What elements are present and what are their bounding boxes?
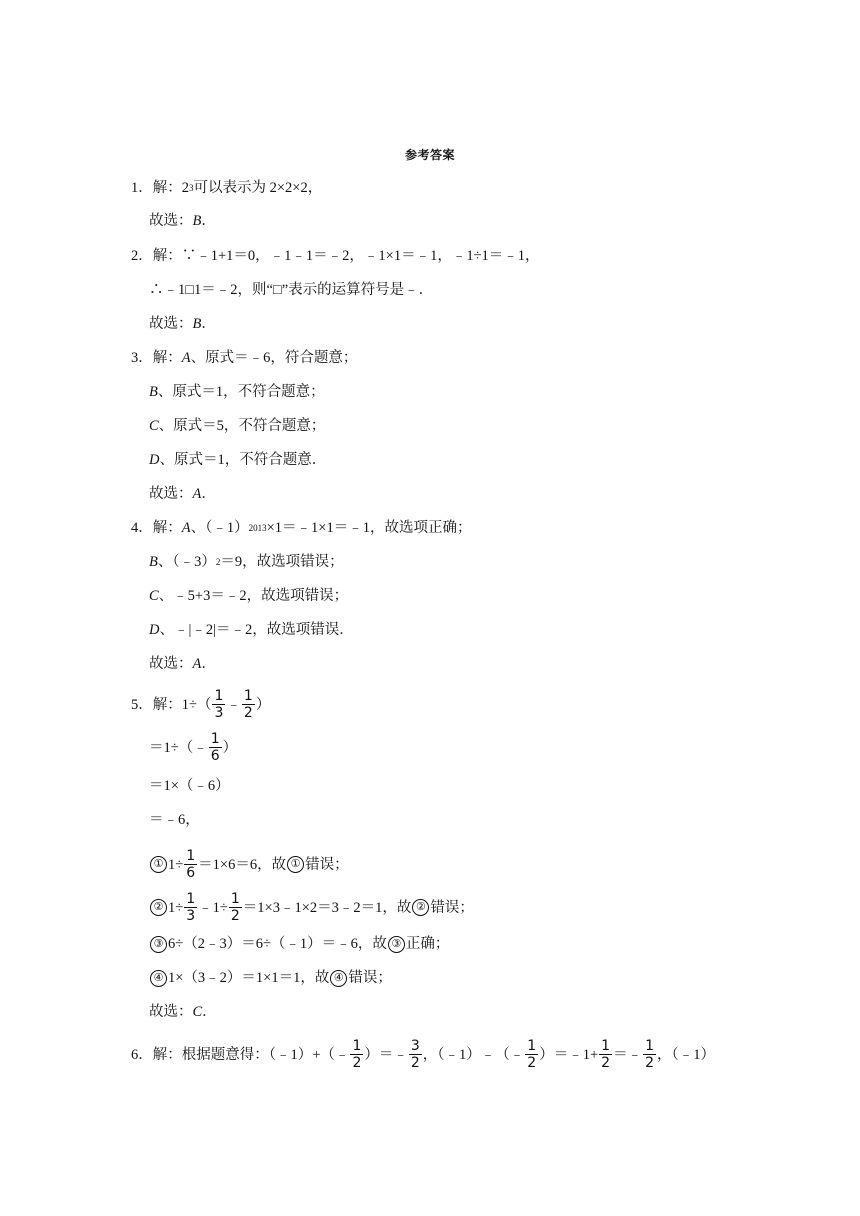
fraction-one-third [184, 891, 197, 924]
fraction-one-third [212, 688, 225, 721]
fraction-one-half [229, 891, 242, 924]
q3-text-d: 、原式＝1，不符合题意． [159, 452, 327, 468]
frac-num: 1 [186, 848, 196, 864]
q4-sel-pre: 故选： [149, 656, 193, 672]
q3-opt-a: A [181, 350, 191, 366]
circled-three: ③ [150, 936, 167, 953]
q5-line-4 [149, 810, 200, 830]
q3-sel-post: ． [201, 486, 216, 502]
q5-text-1c: ） [255, 696, 271, 713]
frac-den: 2 [527, 1055, 537, 1071]
q5-s4-a: 1×（3﹣2）＝1×1＝1，故 [168, 970, 330, 986]
q2-text-2: ∴﹣1□1＝﹣2，则“□”表示的运算符号是﹣． [149, 282, 434, 298]
q6-text-c: ，（﹣1）﹣（﹣ [422, 1046, 525, 1063]
q6-text-d: ）＝﹣1+ [539, 1046, 599, 1063]
q4-text-b2: ＝9，故选项错误； [220, 554, 344, 570]
q4-answer: A [192, 656, 202, 672]
page-title: 参考答案 [404, 148, 455, 162]
fraction-one-sixth [209, 731, 222, 764]
q3-text-b: 、原式＝1，不符合题意； [157, 384, 325, 400]
frac-den: 6 [210, 748, 220, 764]
q2-number: 2． [131, 248, 153, 264]
q5-line-3 [149, 776, 230, 796]
q2-line-1 [131, 246, 540, 266]
fraction-three-halves [409, 1038, 422, 1071]
fraction-one-half [643, 1038, 656, 1071]
q5-statement-1 [149, 848, 349, 881]
q3-sel-pre: 故选： [149, 486, 193, 502]
q4-selection [149, 654, 216, 674]
q2-answer: B [192, 316, 202, 332]
q6-text-a: 解：根据题意得：（﹣1）+（﹣ [152, 1046, 350, 1063]
q1-sel-pre: 故选： [149, 213, 193, 229]
q2-line-2 [149, 280, 433, 300]
fraction-one-half [350, 1038, 363, 1071]
q5-answer: C [192, 1004, 203, 1020]
frac-den: 2 [352, 1055, 362, 1071]
q6-text-b: ）＝﹣ [364, 1046, 408, 1063]
q6-text-e: ＝﹣ [613, 1046, 643, 1063]
q3-pre: 解： [152, 350, 182, 366]
q2-sel-post: ． [201, 316, 216, 332]
frac-num: 3 [410, 1038, 420, 1054]
frac-num: 1 [214, 688, 224, 704]
frac-num: 1 [243, 688, 253, 704]
q4-line-a: 4． 解： A 、（﹣1） 2013 ×1＝﹣1×1＝﹣1，故选项正确； [131, 520, 472, 536]
fraction-one-half [242, 688, 255, 721]
q3-text-a: 、原式＝﹣6，符合题意； [190, 350, 358, 366]
q3-line-d [149, 450, 326, 470]
q5-selection [149, 1002, 217, 1022]
circled-one: ① [287, 856, 304, 873]
q5-s1-b: ＝1×6＝6，故 [198, 856, 287, 873]
q5-sel-pre: 故选： [149, 1004, 193, 1020]
q5-s3-b: 正确； [405, 936, 450, 952]
q3-line-c [149, 416, 325, 436]
q5-s4-b: 错误； [348, 970, 392, 986]
q4-line-d [149, 620, 354, 640]
q5-text-1b: ﹣ [226, 696, 241, 713]
frac-den: 2 [601, 1055, 611, 1071]
q4-opt-b: B [149, 554, 158, 570]
q4-line-c [149, 586, 348, 606]
q1-text-b: 可以表示为 2×2×2， [193, 180, 323, 196]
q3-line-b [149, 382, 325, 402]
frac-den: 6 [186, 865, 196, 881]
q5-text-2a: ＝1÷（﹣ [149, 739, 208, 756]
q4-text-b1: 、（﹣3） [157, 554, 216, 570]
q5-text-3: ＝1×（﹣6） [149, 778, 230, 794]
q5-statement-4 [149, 968, 392, 988]
circled-four: ④ [330, 970, 347, 987]
circled-two: ② [412, 899, 429, 916]
q5-number: 5． [131, 696, 153, 713]
q3-text-c: 、原式＝5，不符合题意； [158, 418, 326, 434]
q5-text-2b: ） [222, 739, 238, 756]
q3-line-a [131, 348, 357, 368]
q3-answer: A [192, 486, 202, 502]
q5-s1-a: 1÷ [168, 856, 184, 873]
frac-den: 3 [214, 705, 224, 721]
q2-selection [149, 314, 216, 334]
circled-one: ① [150, 856, 167, 873]
frac-num: 1 [527, 1038, 537, 1054]
q4-text-a1: 、（﹣1） [190, 520, 249, 536]
q3-opt-b: B [149, 384, 158, 400]
q5-statement-3 [149, 934, 449, 954]
q1-answer: B [192, 213, 202, 229]
frac-num: 1 [352, 1038, 362, 1054]
q4-line-b: B 、（﹣3） 2 ＝9，故选项错误； [149, 554, 344, 570]
q3-selection [149, 484, 216, 504]
frac-num: 1 [186, 891, 196, 907]
q5-line-2 [149, 731, 237, 764]
q4-opt-a: A [181, 520, 191, 536]
q3-number: 3． [131, 350, 153, 366]
frac-den: 3 [186, 908, 196, 924]
circled-four: ④ [150, 970, 167, 987]
q4-pre: 解： [152, 520, 182, 536]
fraction-one-sixth [184, 848, 197, 881]
circled-two: ② [150, 899, 167, 916]
q5-s2-b: ﹣1÷ [198, 899, 228, 916]
q6-number: 6． [131, 1046, 153, 1063]
q4-number: 4． [131, 520, 153, 536]
q5-text-4: ＝﹣6， [149, 812, 200, 828]
q5-s3-a: 6÷（2﹣3）＝6÷（﹣1）＝﹣6，故 [168, 936, 387, 952]
q5-s2-e: 错误； [430, 899, 474, 916]
frac-den: 2 [410, 1055, 420, 1071]
q2-sel-pre: 故选： [149, 316, 193, 332]
q5-line-1 [131, 688, 270, 721]
q4-sel-post: ． [201, 656, 216, 672]
q4-text-a2: ×1＝﹣1×1＝﹣1，故选项正确； [266, 520, 472, 536]
q5-s2-c: ＝1×3﹣1×2＝3﹣2＝1，故 [242, 899, 412, 916]
q4-text-c: 、﹣5+3＝﹣2，故选项错误； [158, 588, 349, 604]
q6-line-1 [131, 1038, 715, 1071]
q3-opt-c: C [149, 418, 159, 434]
q5-s1-c: 错误； [305, 856, 349, 873]
q1-line-1: 1． 解：2 3 可以表示为 2×2×2， [131, 180, 323, 196]
frac-num: 1 [230, 891, 240, 907]
q4-text-d: 、﹣|﹣2|＝﹣2，故选项错误． [159, 622, 354, 638]
circled-three: ③ [388, 936, 405, 953]
fraction-one-half [599, 1038, 612, 1071]
q5-statement-2 [149, 891, 474, 924]
frac-den: 2 [645, 1055, 654, 1071]
frac-num: 1 [210, 731, 220, 747]
q4-opt-d: D [149, 622, 160, 638]
q5-text-1a: 解：1÷（ [152, 696, 212, 713]
q1-text-a: 解：2 [152, 180, 189, 196]
frac-den: 2 [243, 705, 253, 721]
q1-sel-post: ． [201, 213, 216, 229]
frac-den: 2 [230, 908, 240, 924]
q3-opt-d: D [149, 452, 160, 468]
q4-opt-c: C [149, 588, 159, 604]
fraction-one-half [525, 1038, 538, 1071]
q5-s2-a: 1÷ [168, 899, 184, 916]
q1-selection [149, 211, 216, 231]
q2-text-1: 解：∵﹣1+1＝0，﹣1﹣1＝﹣2，﹣1×1＝﹣1，﹣1÷1＝﹣1， [152, 248, 540, 264]
q1-number: 1． [131, 180, 153, 196]
q6-text-f: ，（﹣1） [656, 1046, 715, 1063]
frac-num: 1 [601, 1038, 611, 1054]
frac-num: 1 [645, 1038, 654, 1054]
q5-sel-post: ． [202, 1004, 217, 1020]
